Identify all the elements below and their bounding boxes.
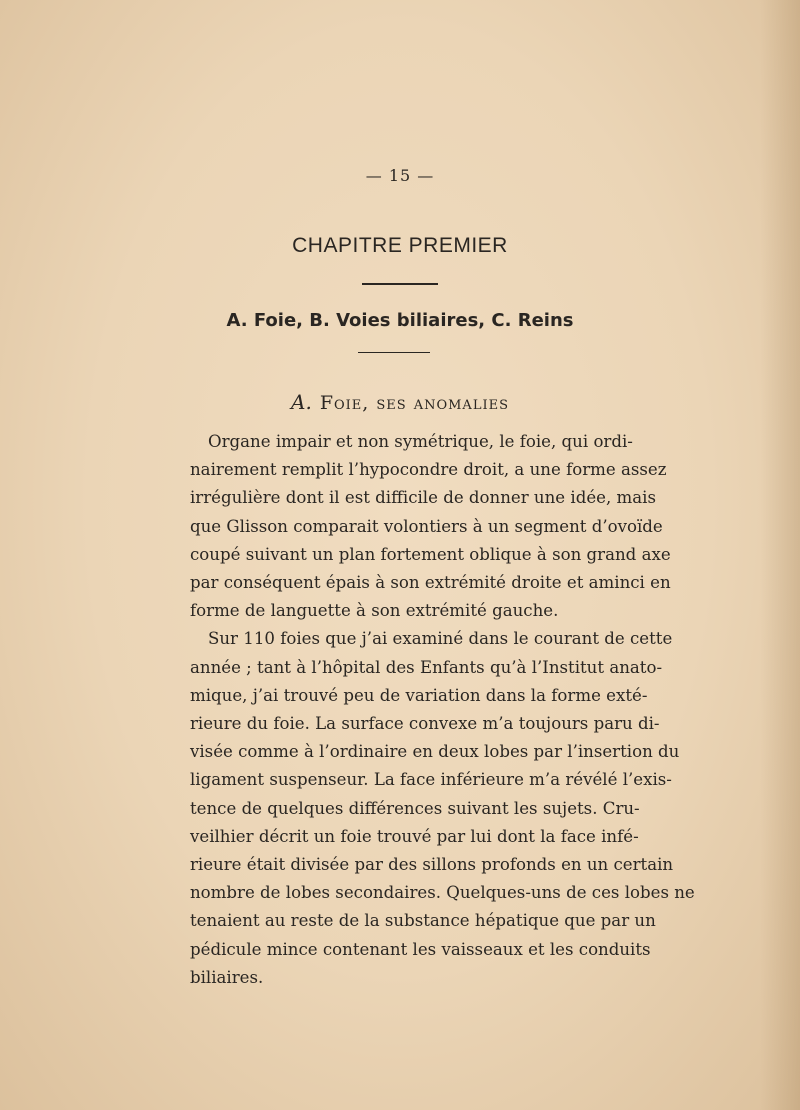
text-line: Organe impair et non symétrique, le foie, qui ordi-	[208, 432, 633, 451]
page-number: — 15 —	[365, 166, 435, 185]
body-text	[190, 428, 695, 992]
text-line: année ; tant à l’hôpital des Enfants qu’à l’Institut anato-	[190, 657, 663, 677]
subsection-heading	[0, 390, 800, 414]
text-line: irrégulière dont il est difficile de donner une idée, mais	[190, 488, 656, 508]
subsection-letter: A.	[291, 390, 312, 414]
text-line: nairement remplit l’hypocondre droit, a une forme assez	[190, 460, 667, 480]
text-line: coupé suivant un plan fortement oblique à son grand axe	[190, 544, 671, 564]
text-line: mique, j’ai trouvé peu de variation dans la forme exté-	[190, 685, 648, 705]
text-line: que Glisson comparait volontiers à un segment d’ovoïde	[190, 516, 663, 536]
text-line: veilhier décrit un foie trouvé par lui dont la face infé-	[190, 826, 639, 846]
text-line: tenaient au reste de la substance hépatique que par un	[190, 911, 656, 931]
subsection-title: Foie, ses anomalies	[319, 392, 509, 414]
chapter-title: CHAPITRE PREMIER	[292, 234, 508, 257]
text-line: pédicule mince contenant les vaisseaux et les conduits	[190, 939, 651, 959]
text-line: tence de quelques différences suivant les sujets. Cru-	[190, 798, 640, 818]
text-line: nombre de lobes secondaires. Quelques-uns de ces lobes ne	[190, 883, 695, 903]
text-line: rieure était divisée par des sillons profonds en un certain	[190, 855, 674, 875]
text-line: par conséquent épais à son extrémité droite et aminci en	[190, 573, 671, 593]
text-line: forme de languette à son extrémité gauche.	[190, 601, 559, 621]
text-line: visée comme à l’ordinaire en deux lobes par l’insertion du	[190, 742, 680, 762]
divider-rule-bottom	[358, 352, 430, 353]
text-line: biliaires.	[190, 967, 264, 987]
text-line: rieure du foie. La surface convexe m’a toujours paru di-	[190, 714, 660, 734]
section-heading: A. Foie, B. Voies biliaires, C. Reins	[226, 310, 574, 331]
text-line: ligament suspenseur. La face inférieure m’a révélé l’exis-	[190, 770, 672, 790]
text-line: Sur 110 foies que j’ai examiné dans le courant de cette	[208, 629, 673, 649]
divider-rule-top	[362, 283, 438, 285]
